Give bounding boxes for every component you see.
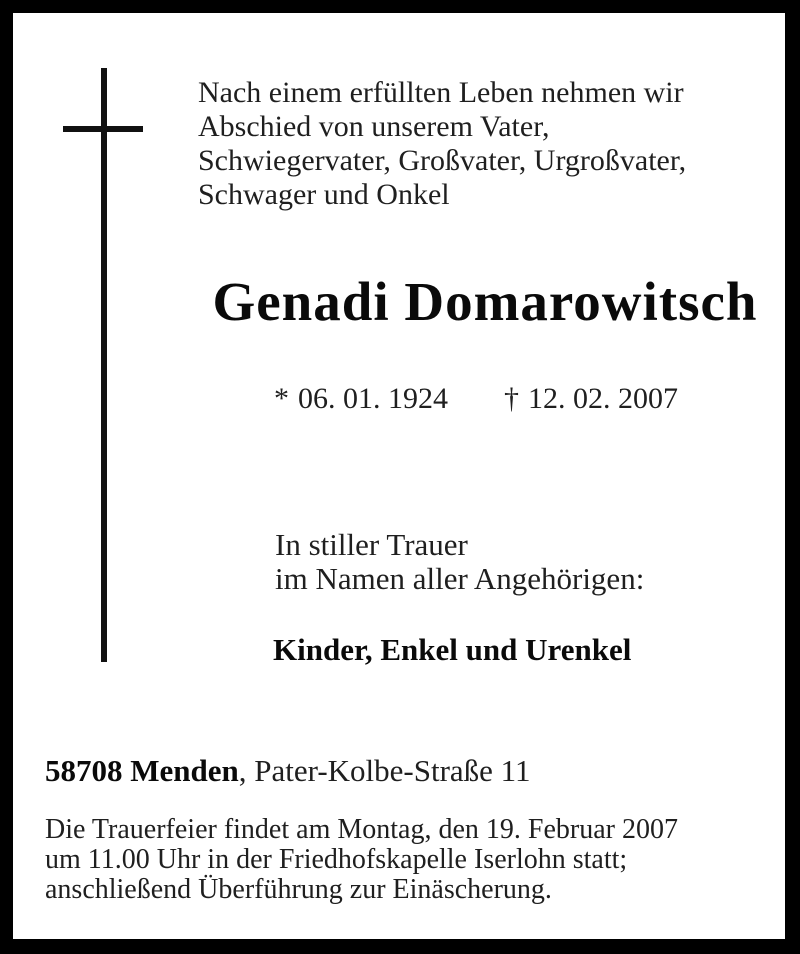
death-dagger-icon: † — [504, 382, 519, 415]
death-date-value: 12. 02. 2007 — [528, 382, 678, 415]
address-line — [45, 754, 531, 788]
ceremony-line: um 11.00 Uhr in der Friedhofskapelle Iserlohn statt; — [45, 844, 628, 875]
mourning-line: In stiller Trauer — [275, 527, 468, 562]
ceremony-details — [45, 815, 678, 905]
death-date — [504, 382, 678, 416]
intro-line: Schwiegervater, Großvater, Urgroßvater, — [198, 144, 687, 177]
ceremony-line: Die Trauerfeier findet am Montag, den 19. Februar 2007 — [45, 814, 678, 845]
mourning-line: im Namen aller Angehörigen: — [275, 561, 645, 596]
ceremony-line: anschließend Überführung zur Einäscherung. — [45, 874, 552, 905]
life-dates — [274, 382, 678, 416]
mourners-line: Kinder, Enkel und Urenkel — [273, 632, 632, 667]
birth-date-value: 06. 01. 1924 — [298, 382, 448, 415]
mourning-text — [275, 528, 644, 596]
birth-date — [274, 382, 448, 416]
intro-text — [198, 76, 686, 212]
intro-line: Schwager und Onkel — [198, 178, 450, 211]
obituary-card — [13, 13, 785, 939]
intro-line: Abschied von unserem Vater, — [198, 110, 550, 143]
intro-line: Nach einem erfüllten Leben nehmen wir — [198, 76, 684, 109]
deceased-name: Genadi Domarowitsch — [212, 271, 758, 332]
cross-icon-horizontal-bar — [63, 126, 143, 132]
cross-icon-vertical-bar — [101, 68, 107, 662]
birth-star-icon: * — [274, 382, 289, 415]
address-city: 58708 Menden — [45, 753, 239, 788]
address-street: , Pater-Kolbe-Straße 11 — [238, 753, 531, 788]
